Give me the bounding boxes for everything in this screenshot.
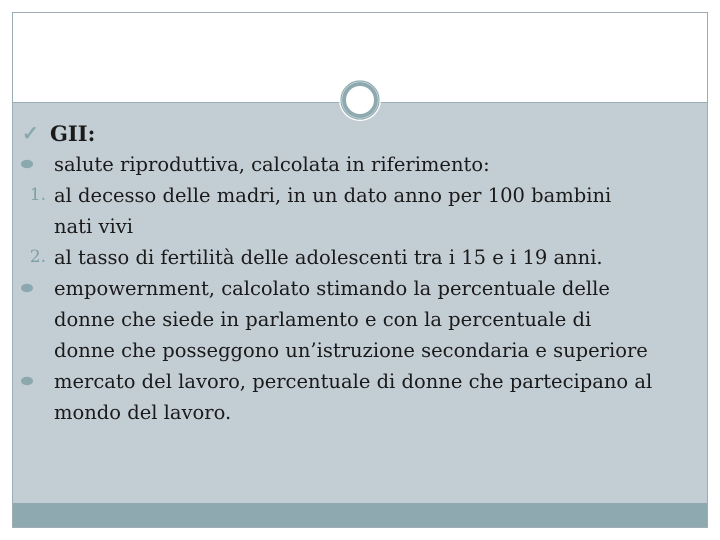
list-item — [20, 149, 700, 180]
list-number: 2. — [29, 247, 46, 267]
slide-heading — [20, 118, 700, 149]
list-item-text: empowernment, calcolato stimando la percentuale delle — [54, 277, 610, 300]
list-item-text: al decesso delle madri, in un dato anno per 100 bambini — [54, 184, 612, 207]
footer-bar — [13, 503, 707, 527]
circle-emblem-icon — [339, 79, 381, 121]
list-item-text: salute riproduttiva, calcolata in riferimento: — [54, 153, 490, 176]
slide-body — [20, 118, 700, 428]
list-item-text: al tasso di fertilità delle adolescenti tra i 15 e i 19 anni. — [54, 246, 603, 269]
list-number: 1. — [29, 185, 46, 205]
list-item — [20, 273, 700, 366]
list-item-text: nati vivi — [54, 215, 133, 238]
bullet-icon — [20, 366, 50, 397]
list-item — [20, 366, 700, 428]
list-item-text: mondo del lavoro. — [54, 401, 232, 424]
bullet-icon — [20, 273, 50, 304]
heading-text: GII: — [50, 121, 96, 146]
list-item-text: donne che siede in parlamento e con la percentuale di — [54, 308, 592, 331]
bullet-icon — [20, 149, 50, 180]
list-item — [20, 180, 700, 242]
list-item-text: donne che posseggono un’istruzione secondaria e superiore — [54, 339, 648, 362]
checkmark-icon: ✓ — [22, 121, 39, 145]
list-item — [20, 242, 700, 273]
list-item-text: mercato del lavoro, percentuale di donne che partecipano al — [54, 370, 653, 393]
